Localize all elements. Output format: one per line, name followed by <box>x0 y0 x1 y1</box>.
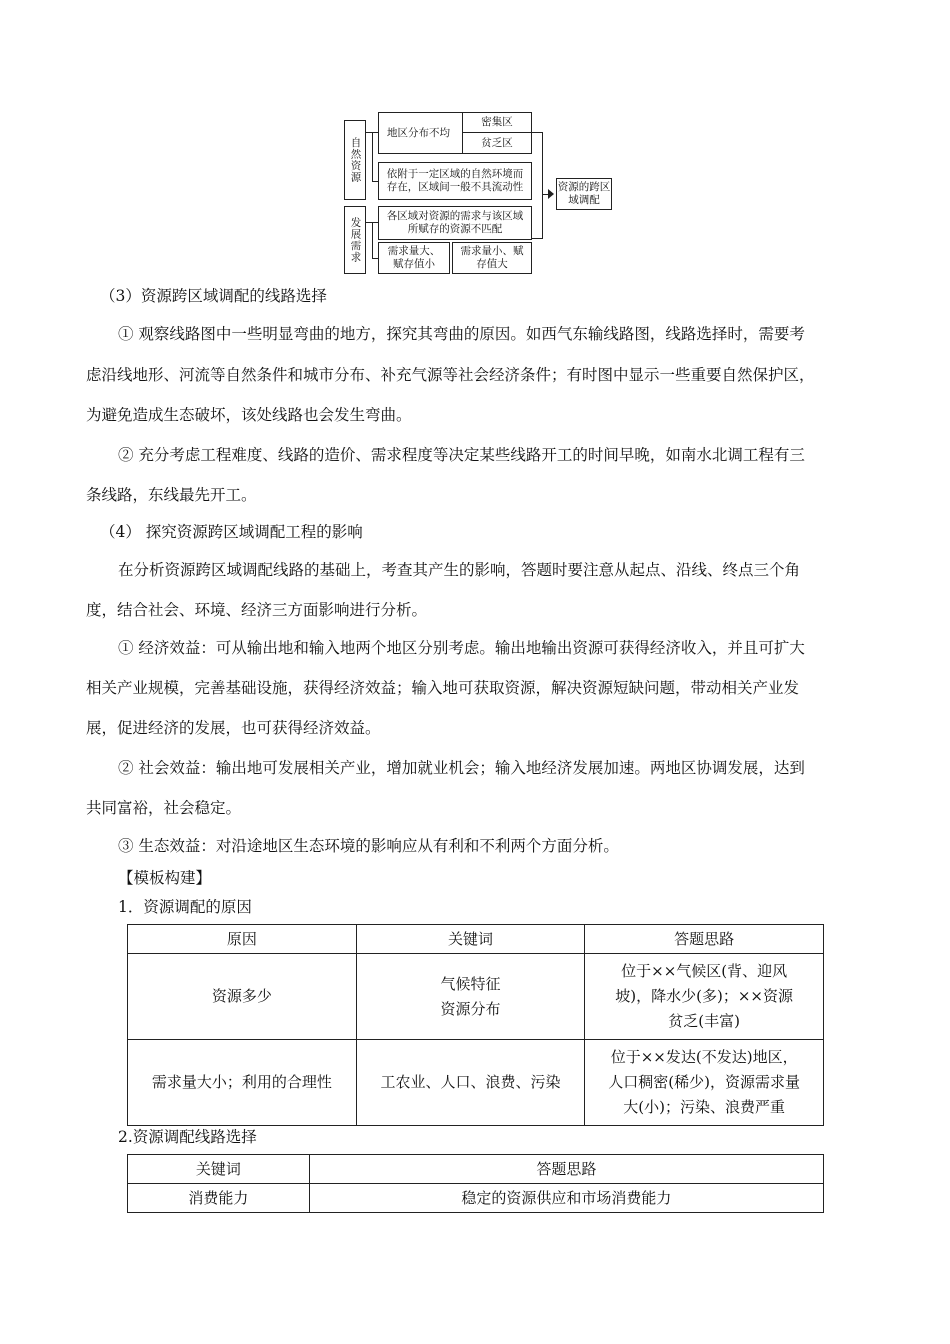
table-cell: 工农业、人口、浪费、污染 <box>356 1040 585 1126</box>
table-cell <box>585 1040 824 1126</box>
dependence-box: 依附于一定区域的自然环境而存在，区域间一般不具流动性 <box>378 162 532 200</box>
section4-intro-line2: 度，结合社会、环境、经济三方面影响进行分析。 <box>86 601 428 619</box>
result-box: 资源的跨区域调配 <box>556 178 612 210</box>
uneven-distribution-label: 地区分布不均 <box>387 126 450 139</box>
table-header-cell: 答题思路 <box>585 925 824 954</box>
table-row <box>128 954 824 1040</box>
idea-line: 坡)，降水少(多)；××资源 <box>615 987 793 1005</box>
idea-line: 位于××发达(不发达)地区， <box>610 1048 798 1066</box>
idea-line: 贫乏(丰富) <box>668 1012 741 1030</box>
table-cell <box>585 954 824 1040</box>
table-cell: 消费能力 <box>128 1184 310 1213</box>
section3-p2-line2: 条线路，东线最先开工。 <box>86 486 257 504</box>
scarce-area-label: 贫乏区 <box>481 137 513 149</box>
table-header-cell: 关键词 <box>128 1155 310 1184</box>
idea-line: 位于××气候区(背、迎风 <box>621 962 788 980</box>
idea-line: 人口稠密(稀少)，资源需求量 <box>608 1073 801 1091</box>
route-table <box>127 1154 824 1213</box>
table-header-cell: 关键词 <box>356 925 585 954</box>
idea-line: 大(小)；污染、浪费严重 <box>623 1098 786 1116</box>
table-header-row <box>128 1155 824 1184</box>
reasons-table <box>127 924 824 1126</box>
keyword-line: 资源分布 <box>440 999 501 1018</box>
section3-p1-line1: ① 观察线路图中一些明显弯曲的地方，探究其弯曲的原因。如西气东输线路图，线路选择时，需要考 <box>118 325 805 343</box>
econ-benefit-line1: ① 经济效益：可从输出地和输入地两个地区分别考虑。输出地输出资源可获得经济收入，并且可扩大 <box>118 639 805 657</box>
natural-resources-box: 自然资源 <box>344 120 366 200</box>
table-header-cell: 答题思路 <box>309 1155 823 1184</box>
dense-area-label: 密集区 <box>481 116 513 128</box>
social-benefit-line1: ② 社会效益：输出地可发展相关产业，增加就业机会；输入地经济发展加速。两地区协调发展，达到 <box>118 759 805 777</box>
section3-p1-line2: 虑沿线地形、河流等自然条件和城市分布、补充气源等社会经济条件；有时图中显示一些重要自然保护区， <box>86 366 815 384</box>
development-needs-box: 发展需求 <box>344 206 366 274</box>
table-row <box>128 1184 824 1213</box>
section3-heading: （3）资源跨区域调配的线路选择 <box>100 287 327 305</box>
eco-benefit-line1: ③ 生态效益：对沿途地区生态环境的影响应从有利和不利两个方面分析。 <box>118 837 619 855</box>
section3-p2-line1: ② 充分考虑工程难度、线路的造价、需求程度等决定某些线路开工的时间早晚，如南水北调工程有三 <box>118 446 805 464</box>
table-header-row <box>128 925 824 954</box>
table-cell <box>356 954 585 1040</box>
table-row <box>128 1040 824 1126</box>
resource-allocation-diagram <box>344 110 614 276</box>
keyword-line: 气候特征 <box>440 974 501 993</box>
section4-intro-line1: 在分析资源跨区域调配线路的基础上，考查其产生的影响，答题时要注意从起点、沿线、终点三个角 <box>118 561 801 579</box>
table2-title: 2.资源调配线路选择 <box>118 1128 257 1146</box>
low-demand-box: 需求量小、赋存值大 <box>452 242 532 274</box>
table-cell: 需求量大小；利用的合理性 <box>128 1040 357 1126</box>
econ-benefit-line3: 展，促进经济的发展，也可获得经济效益。 <box>86 719 381 737</box>
table-header-cell: 原因 <box>128 925 357 954</box>
econ-benefit-line2: 相关产业规模，完善基础设施，获得经济效益；输入地可获取资源，解决资源短缺问题，带动相关产业发 <box>86 679 800 697</box>
arrow-right-icon <box>548 189 554 199</box>
table1-title: 1．资源调配的原因 <box>118 898 252 916</box>
high-demand-box: 需求量大、赋存值小 <box>378 242 450 274</box>
table-cell: 资源多少 <box>128 954 357 1040</box>
template-heading: 【模板构建】 <box>118 869 212 887</box>
social-benefit-line2: 共同富裕，社会稳定。 <box>86 799 242 817</box>
mismatch-box: 各区域对资源的需求与该区域所赋存的资源不匹配 <box>378 206 532 240</box>
table-cell: 稳定的资源供应和市场消费能力 <box>309 1184 823 1213</box>
section4-heading: （4） 探究资源跨区域调配工程的影响 <box>100 523 363 541</box>
section3-p1-line3: 为避免造成生态破坏，该处线路也会发生弯曲。 <box>86 406 412 424</box>
